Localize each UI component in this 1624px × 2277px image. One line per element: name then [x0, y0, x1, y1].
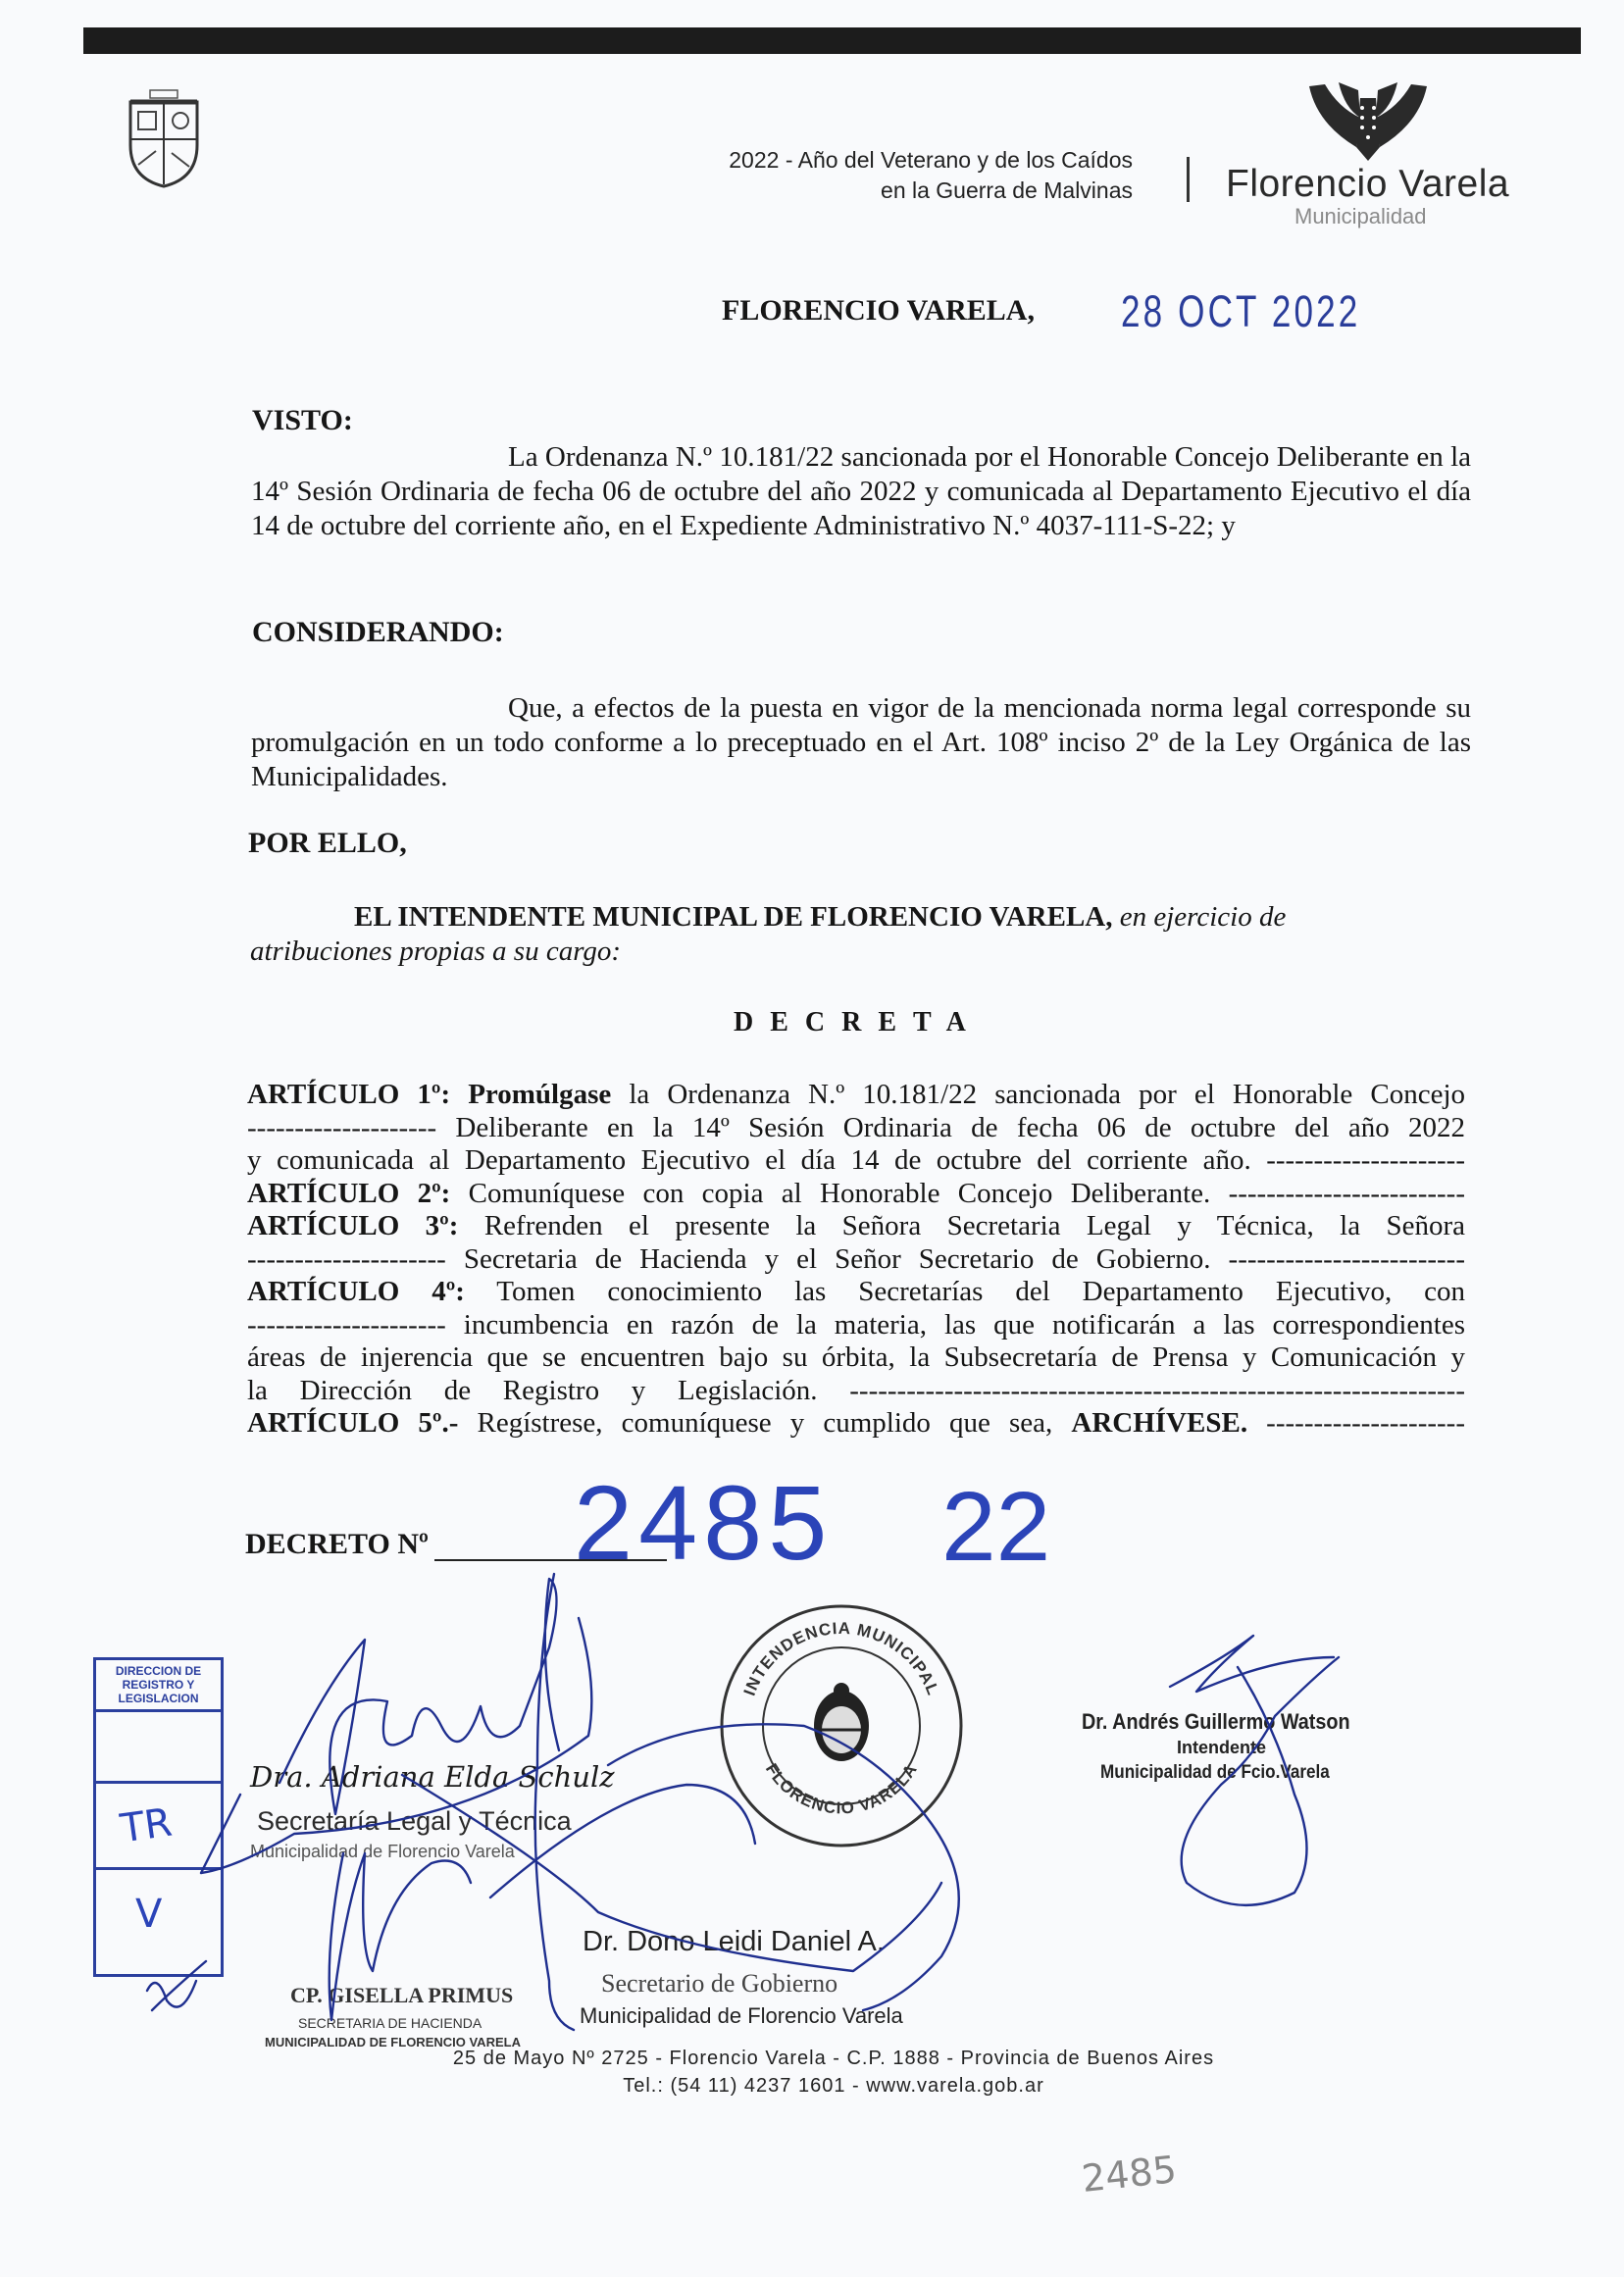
footer-contact: Tel.: (54 11) 4237 1601 - www.varela.gob.ar — [623, 2075, 1044, 2097]
year-motto — [628, 145, 1133, 206]
intendente-signer-org: Municipalidad de Fcio.Varela — [1100, 1762, 1330, 1783]
registro-title-line1: DIRECCION DE — [115, 1664, 202, 1678]
intendente-attributions: en ejercicio de atribuciones propias a su cargo: — [250, 901, 1287, 967]
intendente-signer-role: Intendente — [1177, 1738, 1267, 1757]
article-5-line1 — [247, 1407, 1465, 1441]
registro-initials-2: V — [135, 1892, 163, 1937]
municipal-crest-icon — [125, 88, 203, 190]
footer-address: 25 de Mayo Nº 2725 - Florencio Varela - C.P. 1888 - Provincia de Buenos Aires — [452, 2048, 1215, 2069]
hacienda-signer-role: SECRETARIA DE HACIENDA — [298, 2015, 482, 2031]
intendente-signer-name: Dr. Andrés Guillermo Watson — [1082, 1709, 1350, 1734]
article-4-label: ARTÍCULO 4º: — [247, 1276, 465, 1307]
article-2-label: ARTÍCULO 2º: — [247, 1177, 451, 1209]
registro-stamp — [93, 1657, 224, 1977]
hacienda-signer-name: CP. GISELLA PRIMUS — [290, 1983, 514, 2007]
brand-name: Florencio Varela — [1226, 163, 1510, 205]
argentina-coat-of-arms-icon — [814, 1683, 869, 1761]
dateline-place: FLORENCIO VARELA, — [722, 294, 1035, 327]
brand-subtitle: Municipalidad — [1294, 204, 1427, 228]
decreto-year-stamp: 22 — [941, 1472, 1051, 1582]
registro-stamp-cell-3 — [96, 1870, 221, 1958]
registro-initials-1: TR — [118, 1799, 176, 1852]
florencio-varela-logo-icon — [1299, 78, 1437, 163]
gobierno-signer-name: Dr. Dono Leidi Daniel A. — [583, 1926, 885, 1957]
article-1-label: ARTÍCULO 1º: — [247, 1079, 451, 1110]
date-stamp: 28 OCT 2022 — [1121, 286, 1361, 336]
municipal-seal — [714, 1598, 969, 1853]
registro-stamp-cell-2 — [96, 1784, 221, 1870]
article-3-label: ARTÍCULO 3º: — [247, 1210, 459, 1241]
top-scan-bar — [83, 27, 1581, 54]
articles-block — [247, 1079, 1465, 1441]
gobierno-signer-org: Municipalidad de Florencio Varela — [580, 2003, 903, 2028]
intendente-title: EL INTENDENTE MUNICIPAL DE FLORENCIO VARELA, — [354, 901, 1113, 933]
article-1-line2: -------------------- Deliberante en la 14º Sesión Ordinaria de fecha 06 de octubre del año 2022 — [247, 1111, 1465, 1143]
footer — [343, 2045, 1324, 2100]
legal-signer-role: Secretaría Legal y Técnica — [257, 1806, 572, 1836]
gobierno-signature-stroke — [535, 1574, 574, 2030]
header-divider — [1187, 157, 1190, 202]
article-1-bold: Promúlgase — [468, 1079, 612, 1110]
visto-text: La Ordenanza N.º 10.181/22 sancionada por el Honorable Concejo Deliberante en la 14º Sesión Ordinaria de fecha 06 de octubre del año 2022 y comunicada al Departamento Ejecutivo el día 14 de octubre del corriente año, en el Expediente Administrativo N.º 4037-111-S-22; y — [251, 441, 1471, 541]
article-2-line1 — [247, 1178, 1465, 1211]
article-3-line2: --------------------- Secretaria de Hacienda y el Señor Secretario de Gobierno. ------------------------- — [247, 1242, 1465, 1275]
visto-heading: VISTO: — [252, 404, 353, 436]
registro-stamp-cell-1 — [96, 1712, 221, 1784]
hacienda-signer-org: MUNICIPALIDAD DE FLORENCIO VARELA — [265, 2035, 521, 2049]
decreto-number-stamp: 2485 — [574, 1463, 834, 1582]
article-4-line4: la Dirección de Registro y Legislación. ----------------------------------------------------------------- — [247, 1374, 1465, 1406]
article-5-archivese: ARCHÍVESE. — [1071, 1407, 1248, 1439]
gobierno-signer-role: Secretario de Gobierno — [601, 1969, 838, 1998]
decreto-label: DECRETO Nº — [245, 1528, 429, 1560]
legal-signer-name: Dra. Adriana Elda Schulz — [250, 1760, 615, 1794]
registro-stamp-title — [96, 1660, 221, 1712]
handwritten-decree-number: 2485 — [1079, 2148, 1179, 2201]
intendente-paragraph — [250, 900, 1427, 969]
article-5-label: ARTÍCULO 5º.- — [247, 1407, 459, 1439]
seal-top-text: INTENDENCIA MUNICIPAL — [739, 1618, 943, 1698]
intendente-signature-scribble — [1170, 1636, 1334, 1692]
seal-bottom-text: FLORENCIO VARELA — [761, 1759, 922, 1818]
visto-paragraph — [251, 440, 1471, 543]
considerando-paragraph — [251, 691, 1471, 794]
article-4-line2: --------------------- incumbencia en razón de la materia, las que notificarán a las correspondientes — [247, 1308, 1465, 1341]
article-4-line1 — [247, 1276, 1465, 1309]
year-motto-line2: en la Guerra de Malvinas — [881, 177, 1133, 203]
article-1-line3: y comunicada al Departamento Ejecutivo el día 14 de octubre del corriente año. --------------------- — [247, 1144, 1465, 1176]
por-ello-heading: POR ELLO, — [248, 827, 407, 859]
legal-signer-org: Municipalidad de Florencio Varela — [250, 1842, 515, 1861]
svg-text:FLORENCIO VARELA — [762, 1760, 921, 1818]
article-5-dashes: --------------------- — [1247, 1407, 1465, 1439]
article-2-text1: Comuníquese con copia al Honorable Concejo Deliberante. ------------------------- — [450, 1177, 1465, 1209]
article-5-text1: Regístrese, comuníquese y cumplido que sea, — [458, 1407, 1072, 1439]
article-4-text1: Tomen conocimiento las Secretarías del Departamento Ejecutivo, con — [464, 1276, 1465, 1307]
considerando-text: Que, a efectos de la puesta en vigor de la mencionada norma legal corresponde su promulgación en un todo conforme a lo preceptuado en el Art. 108º inciso 2º de la Ley Orgánica de las Municipalidades. — [251, 692, 1471, 792]
registro-title-line2: REGISTRO Y — [122, 1678, 195, 1692]
year-motto-line1: 2022 - Año del Veterano y de los Caídos — [729, 147, 1133, 173]
article-3-text1: Refrenden el presente la Señora Secretaria Legal y Técnica, la Señora — [458, 1210, 1465, 1241]
article-4-line3: áreas de injerencia que se encuentren bajo su órbita, la Subsecretaría de Prensa y Comunicación y — [247, 1341, 1465, 1373]
article-1-line1 — [247, 1079, 1465, 1112]
considerando-heading: CONSIDERANDO: — [252, 616, 504, 648]
decreta-heading: DECRETA — [734, 1007, 983, 1037]
registro-title-line3: LEGISLACION — [118, 1692, 199, 1705]
article-3-line1 — [247, 1210, 1465, 1243]
article-1-text1: la Ordenanza N.º 10.181/22 sancionada por el Honorable Concejo — [611, 1079, 1465, 1110]
